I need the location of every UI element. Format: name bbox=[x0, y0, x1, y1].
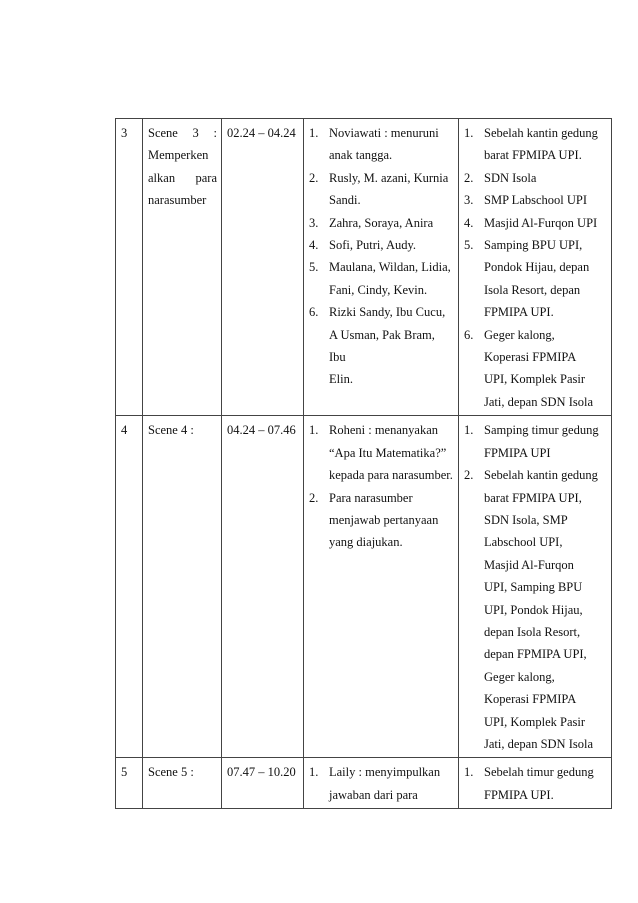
list-item-text: Zahra, Soraya, Anira bbox=[329, 215, 434, 230]
list-item-text: Laily : menyimpulkan bbox=[329, 765, 441, 780]
list-item-text: Maulana, Wildan, Lidia, bbox=[329, 260, 451, 275]
table-body bbox=[116, 119, 612, 809]
list-item-text: barat FPMIPA UPI, bbox=[484, 490, 582, 505]
list-item bbox=[309, 212, 454, 234]
location-list bbox=[464, 419, 607, 755]
list-item bbox=[464, 464, 607, 755]
list-item bbox=[464, 761, 607, 806]
list-item-text: SMP Labschool UPI bbox=[484, 193, 588, 208]
list-item bbox=[309, 234, 454, 256]
list-item-text: menjawab pertanyaan bbox=[329, 512, 439, 527]
location-list bbox=[464, 122, 607, 413]
list-item-text: Masjid Al-Furqon bbox=[484, 557, 574, 572]
list-item-text: A Usman, Pak Bram, Ibu bbox=[329, 327, 435, 365]
list-item bbox=[464, 189, 607, 211]
list-item-text: barat FPMIPA UPI. bbox=[484, 148, 582, 163]
list-item bbox=[464, 324, 607, 414]
list-item bbox=[309, 256, 454, 301]
scene-number-cell: 4 bbox=[116, 416, 143, 758]
list-item bbox=[309, 487, 454, 554]
list-item-number: 4. bbox=[309, 238, 319, 253]
list-item-text: UPI, Pondok Hijau, bbox=[484, 602, 583, 617]
list-item bbox=[464, 212, 607, 234]
list-item bbox=[464, 419, 607, 464]
list-item-text: Sebelah kantin gedung bbox=[484, 126, 598, 140]
list-item-text: Geger kalong, bbox=[484, 327, 555, 342]
scene-title-cell bbox=[143, 416, 222, 758]
list-item-number: 5. bbox=[309, 260, 319, 275]
list-item-number: 1. bbox=[464, 423, 474, 438]
time-range-cell: 07.47 – 10.20 bbox=[222, 758, 304, 809]
cast-action-list bbox=[309, 122, 454, 391]
list-item-number: 2. bbox=[464, 468, 474, 483]
list-item-text: kepada para narasumber. bbox=[329, 468, 453, 483]
list-item-text: Koperasi FPMIPA bbox=[484, 692, 577, 707]
list-item-text: UPI, Komplek Pasir bbox=[484, 714, 586, 729]
list-item-number: 6. bbox=[309, 305, 319, 320]
list-item-text: Jati, depan SDN Isola bbox=[484, 736, 594, 751]
list-item-number: 5. bbox=[464, 238, 474, 253]
list-item bbox=[309, 167, 454, 212]
list-item-number: 6. bbox=[464, 327, 474, 342]
location-cell bbox=[459, 119, 612, 416]
list-item-text: Para narasumber bbox=[329, 490, 413, 505]
list-item-number: 1. bbox=[464, 126, 474, 140]
list-item-text: UPI, Samping BPU bbox=[484, 580, 583, 595]
list-item-text: FPMIPA UPI. bbox=[484, 305, 554, 320]
list-item-number: 4. bbox=[464, 215, 474, 230]
scene-title-line: narasumber bbox=[148, 193, 207, 208]
scene-title-line: Memperken bbox=[148, 148, 209, 163]
list-item-text: Koperasi FPMIPA bbox=[484, 350, 577, 365]
list-item-text: FPMIPA UPI. bbox=[484, 787, 554, 802]
cast-action-cell bbox=[304, 416, 459, 758]
scene-title-line: Scene 4 : bbox=[148, 423, 194, 438]
list-item-text: anak tangga. bbox=[329, 148, 393, 163]
scene-title-cell bbox=[143, 119, 222, 416]
list-item-text: depan FPMIPA UPI, bbox=[484, 647, 587, 662]
list-item-number: 1. bbox=[309, 423, 319, 438]
cast-action-cell bbox=[304, 758, 459, 809]
cast-action-list bbox=[309, 419, 454, 553]
table-row bbox=[116, 416, 612, 758]
list-item bbox=[309, 419, 454, 486]
list-item-text: Isola Resort, depan bbox=[484, 282, 581, 297]
location-cell bbox=[459, 416, 612, 758]
location-cell bbox=[459, 758, 612, 809]
list-item-text: Geger kalong, bbox=[484, 669, 555, 684]
list-item-text: Labschool UPI, bbox=[484, 535, 563, 550]
list-item-text: Elin. bbox=[329, 372, 353, 387]
time-range-cell: 04.24 – 07.46 bbox=[222, 416, 304, 758]
list-item-number: 1. bbox=[309, 126, 319, 140]
list-item-text: Sebelah timur gedung bbox=[484, 765, 594, 780]
list-item-text: Pondok Hijau, depan bbox=[484, 260, 590, 275]
table-row bbox=[116, 119, 612, 416]
list-item-number: 2. bbox=[309, 490, 319, 505]
list-item-text: Sebelah kantin gedung bbox=[484, 468, 598, 483]
list-item-text: Samping BPU UPI, bbox=[484, 238, 583, 253]
list-item bbox=[464, 122, 607, 167]
list-item-number: 1. bbox=[309, 765, 319, 780]
list-item-text: Samping timur gedung bbox=[484, 423, 599, 438]
cast-action-list bbox=[309, 761, 454, 806]
list-item-number: 1. bbox=[464, 765, 474, 780]
table-row bbox=[116, 758, 612, 809]
list-item bbox=[464, 167, 607, 189]
list-item-text: SDN Isola, SMP bbox=[484, 512, 568, 527]
list-item-number: 2. bbox=[309, 170, 319, 185]
cast-action-cell bbox=[304, 119, 459, 416]
list-item-text: Roheni : menanyakan bbox=[329, 423, 438, 438]
list-item bbox=[309, 761, 454, 806]
scene-number-cell: 3 bbox=[116, 119, 143, 416]
scene-title-line: Scene 3 : bbox=[148, 126, 217, 140]
list-item-number: 2. bbox=[464, 170, 474, 185]
list-item bbox=[464, 234, 607, 324]
scene-number-cell: 5 bbox=[116, 758, 143, 809]
list-item-text: Masjid Al-Furqon UPI bbox=[484, 215, 598, 230]
list-item-text: depan Isola Resort, bbox=[484, 624, 581, 639]
list-item-text: yang diajukan. bbox=[329, 535, 403, 550]
list-item-text: SDN Isola bbox=[484, 170, 537, 185]
list-item-text: Rusly, M. azani, Kurnia bbox=[329, 170, 449, 185]
list-item-text: Fani, Cindy, Kevin. bbox=[329, 282, 428, 297]
list-item-number: 3. bbox=[309, 215, 319, 230]
list-item bbox=[309, 122, 454, 167]
list-item-text: Sandi. bbox=[329, 193, 361, 208]
scene-title-cell bbox=[143, 758, 222, 809]
list-item-text: Noviawati : menuruni bbox=[329, 126, 439, 140]
list-item-text: FPMIPA UPI bbox=[484, 445, 551, 460]
time-range-cell: 02.24 – 04.24 bbox=[222, 119, 304, 416]
list-item-text: jawaban dari para bbox=[329, 787, 418, 802]
list-item-text: Rizki Sandy, Ibu Cucu, bbox=[329, 305, 446, 320]
scene-title-line: alkan para bbox=[148, 170, 217, 185]
list-item-number: 3. bbox=[464, 193, 474, 208]
list-item-text: Sofi, Putri, Audy. bbox=[329, 238, 417, 253]
scene-title-line: Scene 5 : bbox=[148, 765, 194, 780]
list-item-text: “Apa Itu Matematika?” bbox=[329, 445, 447, 460]
list-item-text: UPI, Komplek Pasir bbox=[484, 372, 586, 387]
location-list bbox=[464, 761, 607, 806]
list-item bbox=[309, 301, 454, 391]
list-item-text: Jati, depan SDN Isola bbox=[484, 394, 594, 409]
scene-table bbox=[115, 118, 612, 809]
